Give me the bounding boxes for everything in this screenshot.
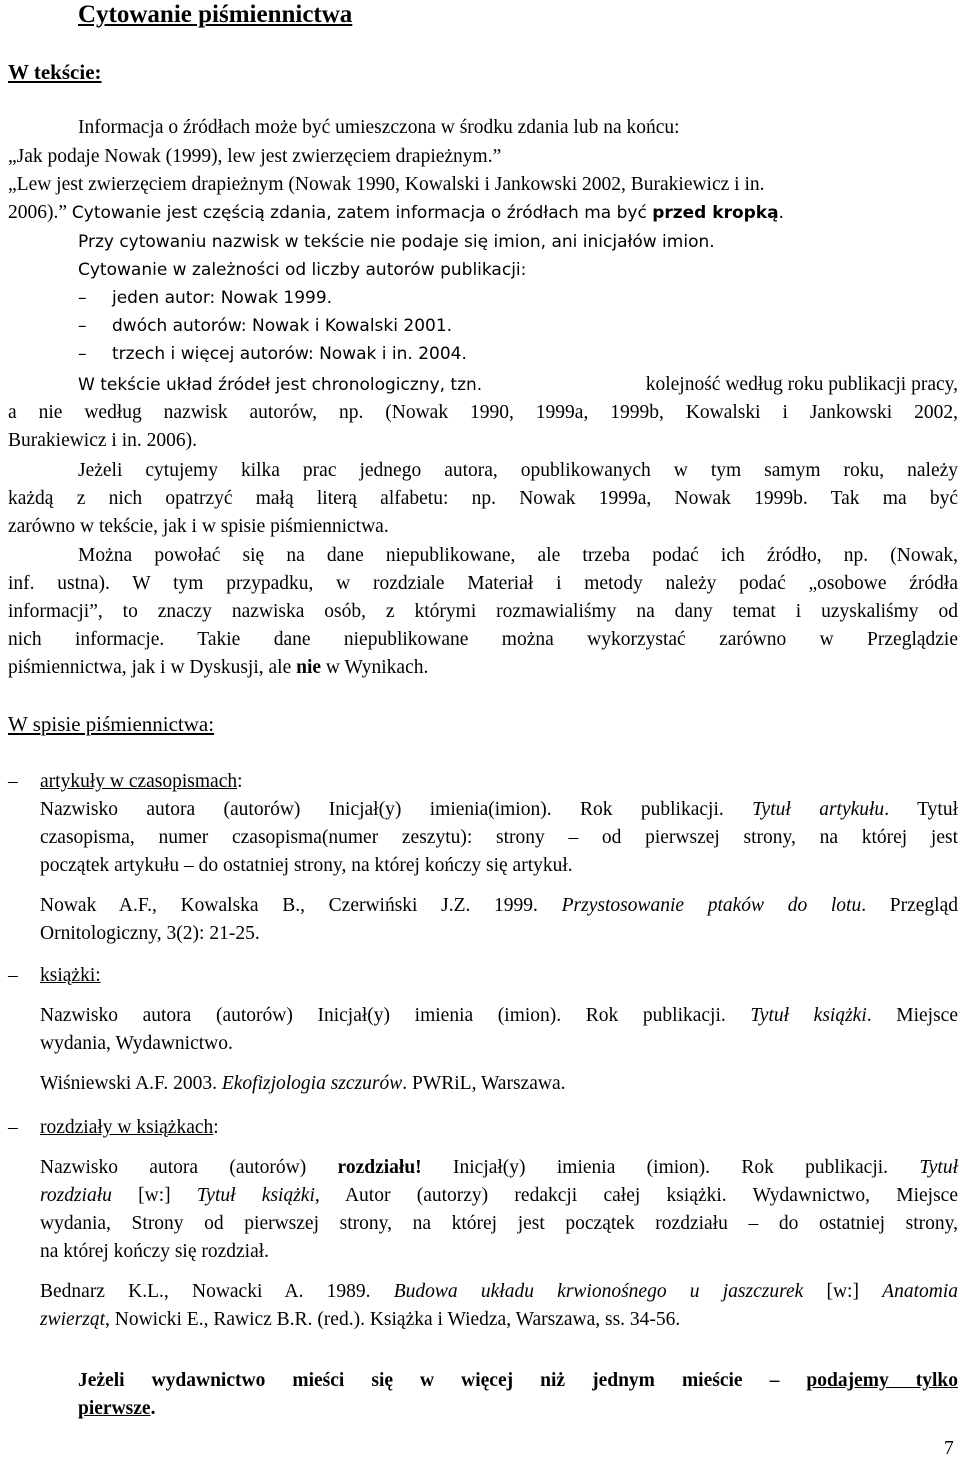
note-line xyxy=(78,1398,155,1420)
in-text-heading: W tekście: xyxy=(8,60,102,84)
page-title: Cytowanie piśmiennictwa xyxy=(78,1,353,28)
paragraph-line: Jeżeli cytujemy kilka prac jednego autora, opublikowanych w tym samym roku, należy xyxy=(78,460,958,481)
italic-span: Tytuł książki xyxy=(750,1005,867,1026)
text-span: Nazwisko autora (autorów) Inicjał(y) imienia (imion). Rok publikacji. xyxy=(40,1005,751,1026)
underlined-span: pierwsze xyxy=(78,1398,151,1419)
text-span: 2006).” xyxy=(8,202,72,223)
text-span: w Wynikach. xyxy=(321,657,429,678)
text-span: kolejność według roku publikacji pracy, xyxy=(645,374,958,395)
dash-marker: – xyxy=(8,771,18,792)
text-span: : xyxy=(213,1117,219,1138)
text-span: Nowak A.F., Kowalska B., Czerwiński J.Z. 1999. xyxy=(40,895,562,916)
text-span: Nazwisko autora (autorów) xyxy=(40,1157,338,1178)
articles-label: artykuły w czasopismach xyxy=(40,771,238,792)
text-span: . PWRiL, Warszawa. xyxy=(402,1073,566,1094)
text-span: . Miejsce xyxy=(866,1005,958,1026)
text-span: [w:] xyxy=(111,1185,197,1206)
italic-span: Anatomia xyxy=(882,1281,958,1302)
italic-span: zwierząt xyxy=(40,1309,106,1330)
in-text-line: Przy cytowaniu nazwisk w tekście nie podaje się imion, ani inicjałów imion. xyxy=(78,232,715,252)
format-line xyxy=(40,799,958,821)
example-line xyxy=(40,1281,958,1303)
list-item xyxy=(78,288,332,308)
bibliography-heading: W spisie piśmiennictwa: xyxy=(8,712,215,736)
text-span: : xyxy=(237,771,243,792)
page-number: 7 xyxy=(944,1438,954,1459)
format-line: wydania, Wydawnictwo. xyxy=(40,1033,233,1054)
text-span: Inicjał(y) imienia (imion). Rok publikacji. xyxy=(421,1157,920,1178)
example-line xyxy=(40,1073,565,1095)
text-span: . Przegląd xyxy=(861,895,958,916)
paragraph-line: Burakiewicz i in. 2006). xyxy=(8,430,197,451)
italic-span: Tytuł xyxy=(919,1157,958,1178)
paragraph-line: inf. ustna). W tym przypadku, w rozdziale Materiał i metody należy podać „osobowe źródła xyxy=(8,573,958,594)
emphasis-span: rozdziału! xyxy=(337,1157,422,1178)
example-line: Ornitologiczny, 3(2): 21-25. xyxy=(40,923,260,944)
text-span: . Tytuł xyxy=(884,799,958,820)
in-text-line: Cytowanie w zależności od liczby autorów publikacji: xyxy=(78,260,527,280)
italic-span: Tytuł artykułu xyxy=(752,799,885,820)
italic-span: rozdziału xyxy=(40,1185,112,1206)
format-line xyxy=(40,1005,958,1027)
books-label: książki: xyxy=(40,965,101,986)
text-span: Wiśniewski A.F. 2003. xyxy=(40,1073,222,1094)
text-span: Cytowanie jest częścią zdania, zatem informacja o źródłach ma być xyxy=(71,203,653,223)
in-text-line: „Jak podaje Nowak (1999), lew jest zwierzęciem drapieżnym.” xyxy=(8,146,502,167)
italic-span: Tytuł książki xyxy=(196,1185,315,1206)
format-line xyxy=(40,1185,958,1207)
dash-marker: – xyxy=(78,288,87,308)
format-line: na której kończy się rozdział. xyxy=(40,1241,270,1262)
list-item xyxy=(78,344,467,364)
format-line xyxy=(40,1157,958,1179)
paragraph-line: każdą z nich opatrzyć małą literą alfabetu: np. Nowak 1999a, Nowak 1999b. Tak ma być xyxy=(8,488,958,509)
text-span: Nazwisko autora (autorów) Inicjał(y) imienia(imion). Rok publikacji. xyxy=(40,799,753,820)
text-span: , Nowicki E., Rawicz B.R. (red.). Książka i Wiedza, Warszawa, ss. 34-56. xyxy=(105,1309,681,1330)
list-item-text: trzech i więcej autorów: Nowak i in. 2004. xyxy=(112,344,467,364)
format-line: wydania, Strony od pierwszej strony, na której jest początek rozdziału – do ostatniej strony, xyxy=(40,1213,958,1234)
entry-label xyxy=(40,1117,219,1139)
text-span: W tekście układ źródeł jest chronologiczny, tzn. xyxy=(78,375,483,395)
note-line xyxy=(78,1370,958,1392)
list-item xyxy=(78,316,452,336)
paragraph-line: a nie według nazwisk autorów, np. (Nowak 1990, 1999a, 1999b, Kowalski i Jankowski 2002, xyxy=(8,402,958,423)
paragraph-line xyxy=(78,374,958,396)
text-span: piśmiennictwa, jak i w Dyskusji, ale xyxy=(8,657,297,678)
dash-marker: – xyxy=(8,1117,18,1138)
text-span: . xyxy=(150,1398,156,1419)
text-span: . xyxy=(778,203,784,223)
italic-span: Ekofizjologia szczurów xyxy=(221,1073,403,1094)
text-span: Bednarz K.L., Nowacki A. 1989. xyxy=(40,1281,394,1302)
dash-marker: – xyxy=(78,344,87,364)
text-span: Jeżeli wydawnictwo mieści się w więcej niż jednym mieście – xyxy=(78,1370,807,1391)
format-line: czasopisma, numer czasopisma(numer zeszytu): strony – od pierwszej strony, na której jest xyxy=(40,827,958,848)
paragraph-line xyxy=(8,657,428,679)
in-text-line xyxy=(8,202,784,224)
emphasis-span: przed kropką xyxy=(652,203,779,223)
entry-label xyxy=(40,771,243,793)
example-line xyxy=(40,895,958,917)
in-text-line: „Lew jest zwierzęciem drapieżnym (Nowak 1990, Kowalski i Jankowski 2002, Burakiewicz i in. xyxy=(8,174,765,195)
chapters-label: rozdziały w książkach xyxy=(40,1117,214,1138)
paragraph-line: zarówno w tekście, jak i w spisie piśmiennictwa. xyxy=(8,516,389,537)
text-span: , Autor (autorzy) redakcji całej książki. Wydawnictwo, Miejsce xyxy=(314,1185,958,1206)
italic-span: Budowa układu krwionośnego u jaszczurek xyxy=(393,1281,804,1302)
format-line: początek artykułu – do ostatniej strony, na której kończy się artykuł. xyxy=(40,855,573,876)
underlined-span: podajemy tylko xyxy=(806,1370,958,1391)
in-text-line: Informacja o źródłach może być umieszczona w środku zdania lub na końcu: xyxy=(78,117,680,138)
paragraph-line: informacji”, to znaczy nazwiska osób, z którymi rozmawialiśmy na dany temat i uzyskaliśmy od xyxy=(8,601,958,622)
list-item-text: jeden autor: Nowak 1999. xyxy=(112,288,333,308)
dash-marker: – xyxy=(8,965,18,986)
paragraph-line: nich informacje. Takie dane niepublikowane można wykorzystać zarówno w Przeglądzie xyxy=(8,629,958,650)
text-span: [w:] xyxy=(803,1281,883,1302)
list-item-text: dwóch autorów: Nowak i Kowalski 2001. xyxy=(112,316,453,336)
dash-marker: – xyxy=(78,316,87,336)
italic-span: Przystosowanie ptaków do lotu xyxy=(561,895,862,916)
example-line xyxy=(40,1309,680,1331)
paragraph-line: Można powołać się na dane niepublikowane, ale trzeba podać ich źródło, np. (Nowak, xyxy=(78,545,958,566)
emphasis-span: nie xyxy=(296,657,322,678)
